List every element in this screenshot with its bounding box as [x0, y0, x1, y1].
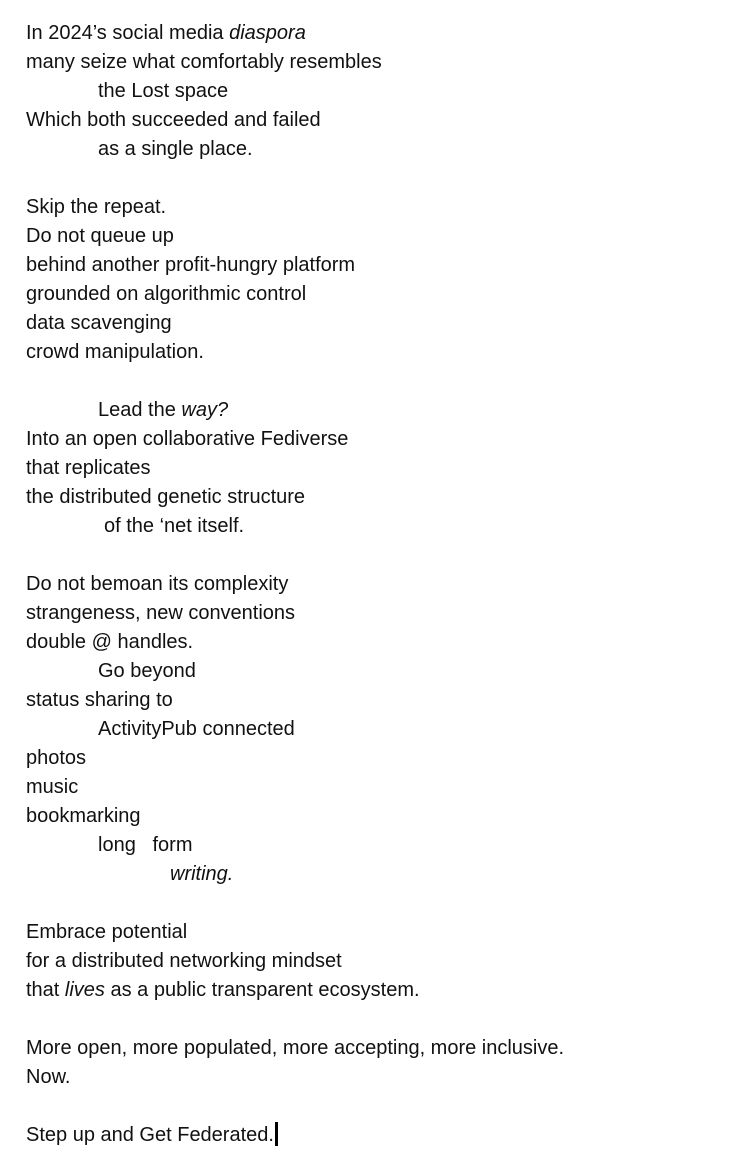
blank-line [26, 541, 726, 570]
document-body[interactable] [26, 19, 726, 1150]
poem-line: that replicates [26, 457, 151, 479]
poem-line: the Lost space [98, 80, 229, 102]
text-cursor [275, 1122, 278, 1146]
poem-line: crowd manipulation. [26, 341, 204, 363]
poem-line: double @ handles. [26, 631, 194, 653]
poem-line: music [26, 776, 79, 798]
poem-line: photos [26, 747, 87, 769]
poem-line: Into an open collaborative Fediverse [26, 428, 349, 450]
poem-line: as a single place. [98, 138, 253, 160]
poem-line: Now. [26, 1066, 71, 1088]
poem-line: In 2024’s social media diaspora [26, 22, 306, 44]
poem-line: Skip the repeat. [26, 196, 167, 218]
poem-line: strangeness, new conventions [26, 602, 296, 624]
blank-line [26, 367, 726, 396]
blank-line [26, 164, 726, 193]
poem-line: grounded on algorithmic control [26, 283, 307, 305]
poem-line: Do not bemoan its complexity [26, 573, 289, 595]
poem-line: behind another profit-hungry platform [26, 254, 356, 276]
poem-line: that lives as a public transparent ecosystem. [26, 979, 420, 1001]
poem-line: Lead the way? [98, 399, 229, 421]
poem-line: Do not queue up [26, 225, 174, 247]
poem-line: the distributed genetic structure [26, 486, 306, 508]
poem-line: ActivityPub connected [98, 718, 295, 740]
poem-line: many seize what comfortably resembles [26, 51, 382, 73]
poem-line: for a distributed networking mindset [26, 950, 342, 972]
poem-line: status sharing to [26, 689, 173, 711]
poem-line: Embrace potential [26, 921, 188, 943]
blank-line [26, 1005, 726, 1034]
poem-line: of the ‘net itself. [104, 515, 245, 537]
blank-line [26, 1092, 726, 1121]
poem-line: bookmarking [26, 805, 141, 827]
poem-line: data scavenging [26, 312, 172, 334]
poem-line: Which both succeeded and failed [26, 109, 321, 131]
poem-line: Go beyond [98, 660, 196, 682]
poem-line: More open, more populated, more accepting, more inclusive. [26, 1037, 565, 1059]
poem-line: writing. [170, 863, 234, 885]
poem-line: long form [98, 834, 193, 856]
blank-line [26, 889, 726, 918]
poem-line: Step up and Get Federated. [26, 1121, 726, 1150]
